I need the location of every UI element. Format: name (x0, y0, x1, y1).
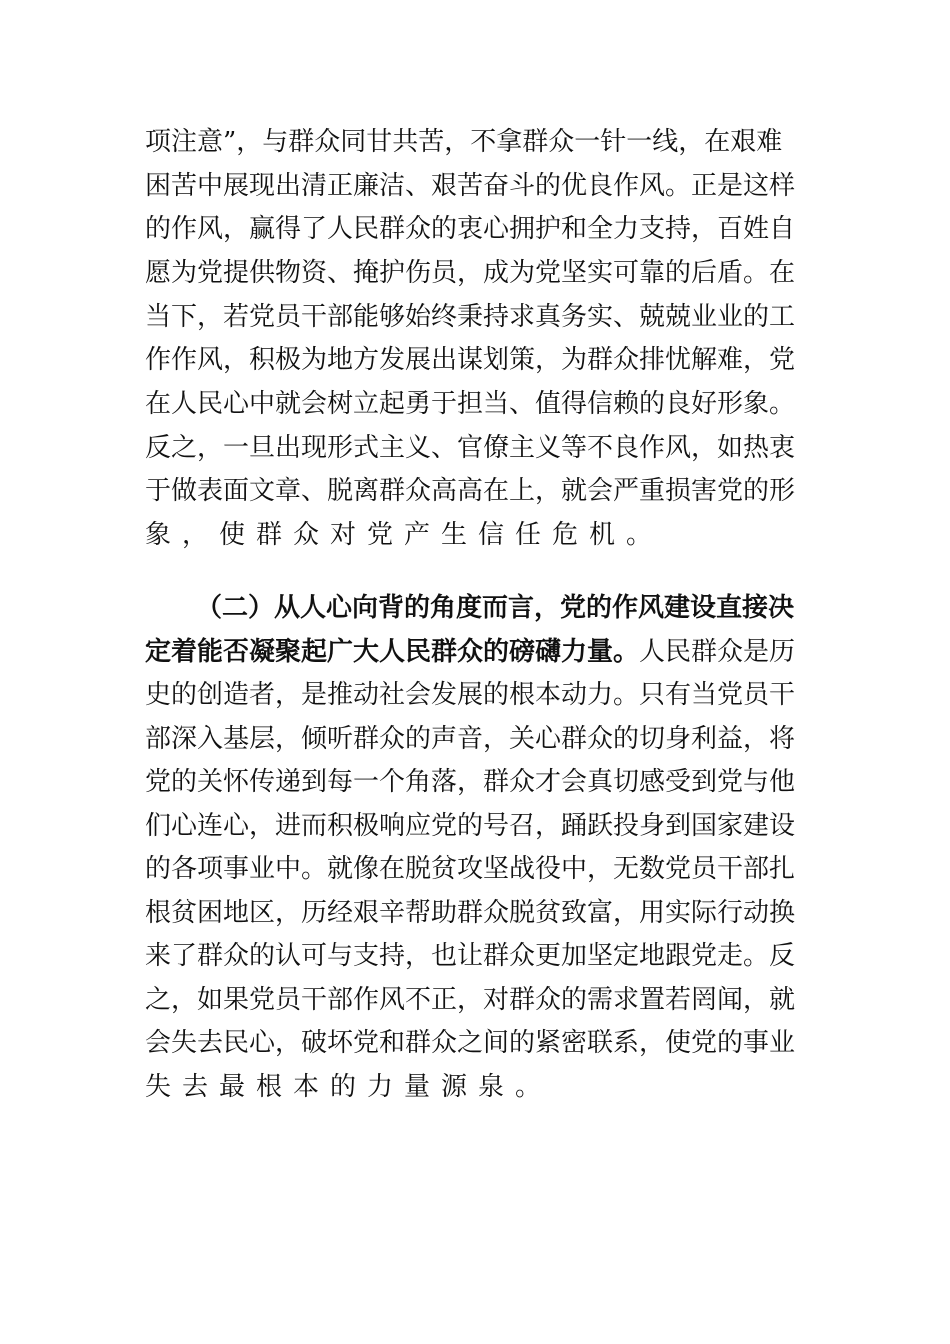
text-line: 反之，一旦出现形式主义、官僚主义等不良作风，如热衷 (145, 433, 796, 463)
text-line: 史的创造者，是推动社会发展的根本动力。只有当党员干 (145, 680, 796, 710)
text-line: 在人民心中就会树立起勇于担当、值得信赖的良好形象。 (145, 389, 796, 419)
text-line: 困苦中展现出清正廉洁、艰苦奋斗的优良作风。正是这样 (145, 171, 796, 201)
text-line: 的作风，赢得了人民群众的衷心拥护和全力支持，百姓自 (145, 214, 796, 244)
text-line: 当下，若党员干部能够始终秉持求真务实、兢兢业业的工 (145, 302, 796, 332)
text-line: 作作风，积极为地方发展出谋划策，为群众排忧解难，党 (145, 345, 796, 375)
text-line: 党的关怀传递到每一个角落，群众才会真切感受到党与他 (145, 767, 796, 797)
text-line: 会失去民心，破坏党和群众之间的紧密联系，使党的事业 (145, 1028, 796, 1058)
section-heading-end: 定着能否凝聚起广大人民群众的磅礴力量。 (145, 637, 640, 667)
text-line: 于做表面文章、脱离群众高高在上，就会严重损害党的形 (145, 476, 796, 506)
text-line: 根贫困地区，历经艰辛帮助群众脱贫致富，用实际行动换 (145, 898, 796, 928)
text-line: 部深入基层，倾听群众的声音，关心群众的切身利益，将 (145, 724, 796, 754)
text-line: 的各项事业中。就像在脱贫攻坚战役中，无数党员干部扎 (145, 854, 796, 884)
text-line: 们心连心，进而积极响应党的号召，踊跃投身到国家建设 (145, 811, 796, 841)
text-line: 项注意”，与群众同甘共苦，不拿群众一针一线，在艰难 (145, 127, 783, 157)
text-line: 愿为党提供物资、掩护伤员，成为党坚实可靠的后盾。在 (145, 258, 796, 288)
text-segment: 人民群众是历 (639, 637, 796, 667)
text-line: 之，如果党员干部作风不正，对群众的需求置若罔闻，就 (145, 985, 796, 1015)
text-line: 象，使群众对党产生信任危机。 (145, 520, 664, 550)
text-line (145, 636, 796, 668)
text-line: 失去最根本的力量源泉。 (145, 1072, 553, 1102)
section-heading-line: （二）从人心向背的角度而言，党的作风建设直接决 (196, 593, 795, 623)
text-line: 来了群众的认可与支持，也让群众更加坚定地跟党走。反 (145, 941, 796, 971)
